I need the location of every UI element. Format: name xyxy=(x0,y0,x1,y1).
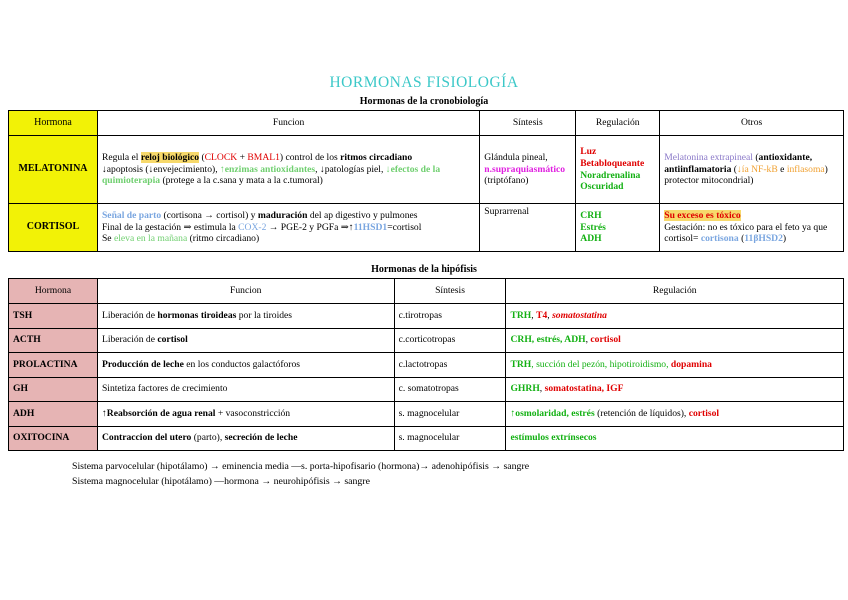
otros-cell: Melatonina extrapineal (antioxidante, antiinflamatoria (↓ía NF-kB e inflasoma) protector mitocondrial) xyxy=(660,136,844,204)
table-row xyxy=(9,426,844,451)
sintesis-cell: s. magnocelular xyxy=(394,426,506,451)
hormone-name: GH xyxy=(9,377,98,402)
regulacion-cell: ↑osmolaridad, estrés (retención de líquidos), cortisol xyxy=(506,402,844,427)
note-magnocelular: Sistema magnocelular (hipotálamo) —hormona → neurohipófisis → sangre xyxy=(72,476,370,487)
header-sintesis: Síntesis xyxy=(480,111,576,136)
table-row xyxy=(9,353,844,378)
funcion-cell: Producción de leche en los conductos galactóforos xyxy=(97,353,394,378)
funcion-cell: Regula el reloj biológico (CLOCK + BMAL1) control de los ritmos circadiano ↓apoptosis (↓envejecimiento), ↑enzimas antioxidantes, ↓patologías piel, ↓efectos de la quimioterapia (protege a la c.sana y mata a la c.tumoral) xyxy=(97,136,479,204)
regulacion-cell: CRH, estrés, ADH, cortisol xyxy=(506,328,844,353)
funcion-cell: Liberación de cortisol xyxy=(97,328,394,353)
regulacion-cell: Luz Betabloqueante Noradrenalina Oscuridad xyxy=(576,136,660,204)
pituitary-table xyxy=(8,278,844,451)
table1-subtitle: Hormonas de la cronobiología xyxy=(359,96,489,107)
table-row xyxy=(9,402,844,427)
hormone-name: CORTISOL xyxy=(9,204,98,252)
header-hormona: Hormona xyxy=(9,279,98,304)
header-hormona: Hormona xyxy=(9,111,98,136)
chronobiology-table xyxy=(8,110,844,252)
table-header-row xyxy=(9,279,844,304)
regulacion-cell: GHRH, somatostatina, IGF xyxy=(506,377,844,402)
header-funcion: Funcion xyxy=(97,111,479,136)
table-row xyxy=(9,204,844,252)
header-regulacion: Regulación xyxy=(576,111,660,136)
regulacion-cell: TRH, T4, somatostatina xyxy=(506,304,844,329)
header-regulacion: Regulación xyxy=(506,279,844,304)
sintesis-cell: c.corticotropas xyxy=(394,328,506,353)
table-row xyxy=(9,136,844,204)
table2-subtitle: Hormonas de la hipófisis xyxy=(371,264,477,275)
funcion-cell: Liberación de hormonas tiroideas por la tiroides xyxy=(97,304,394,329)
table-row xyxy=(9,328,844,353)
table-row xyxy=(9,377,844,402)
sintesis-cell: Glándula pineal, n.supraquiasmático (triptófano) xyxy=(480,136,576,204)
sintesis-cell: c.tirotropas xyxy=(394,304,506,329)
page-title: HORMONAS FISIOLOGÍA xyxy=(329,74,519,91)
sintesis-cell: s. magnocelular xyxy=(394,402,506,427)
regulacion-cell: CRH Estrés ADH xyxy=(576,204,660,252)
header-funcion: Funcion xyxy=(97,279,394,304)
funcion-cell: Señal de parto (cortisona → cortisol) y maduración del ap digestivo y pulmones Final de la gestación ⇒ estimula la COX-2 → PGE-2 y PGFa ⇒↑11HSD1=cortisol Se eleva en la mañana (ritmo circadiano) xyxy=(97,204,479,252)
funcion-cell: Contraccion del utero (parto), secreción de leche xyxy=(97,426,394,451)
sintesis-cell: c.lactotropas xyxy=(394,353,506,378)
sintesis-cell: c. somatotropas xyxy=(394,377,506,402)
regulacion-cell: TRH, succión del pezón, hipotiroidismo, dopamina xyxy=(506,353,844,378)
hormone-name: OXITOCINA xyxy=(9,426,98,451)
table-header-row xyxy=(9,111,844,136)
header-otros: Otros xyxy=(660,111,844,136)
regulacion-cell: estímulos extrínsecos xyxy=(506,426,844,451)
hormone-name: PROLACTINA xyxy=(9,353,98,378)
header-sintesis: Síntesis xyxy=(394,279,506,304)
hormone-name: MELATONINA xyxy=(9,136,98,204)
hormone-name: ACTH xyxy=(9,328,98,353)
hormone-name: ADH xyxy=(9,402,98,427)
hormone-name: TSH xyxy=(9,304,98,329)
note-parvocelular: Sistema parvocelular (hipotálamo) → eminencia media —s. porta-hipofisario (hormona)→ adenohipófisis → sangre xyxy=(72,461,530,472)
otros-cell: Su exceso es tóxico Gestación: no es tóxico para el feto ya que cortisol= cortisona (11βHSD2) xyxy=(660,204,844,252)
sintesis-cell: Suprarrenal xyxy=(480,204,576,252)
funcion-cell: ↑Reabsorción de agua renal + vasoconstricción xyxy=(97,402,394,427)
table-row xyxy=(9,304,844,329)
funcion-cell: Sintetiza factores de crecimiento xyxy=(97,377,394,402)
